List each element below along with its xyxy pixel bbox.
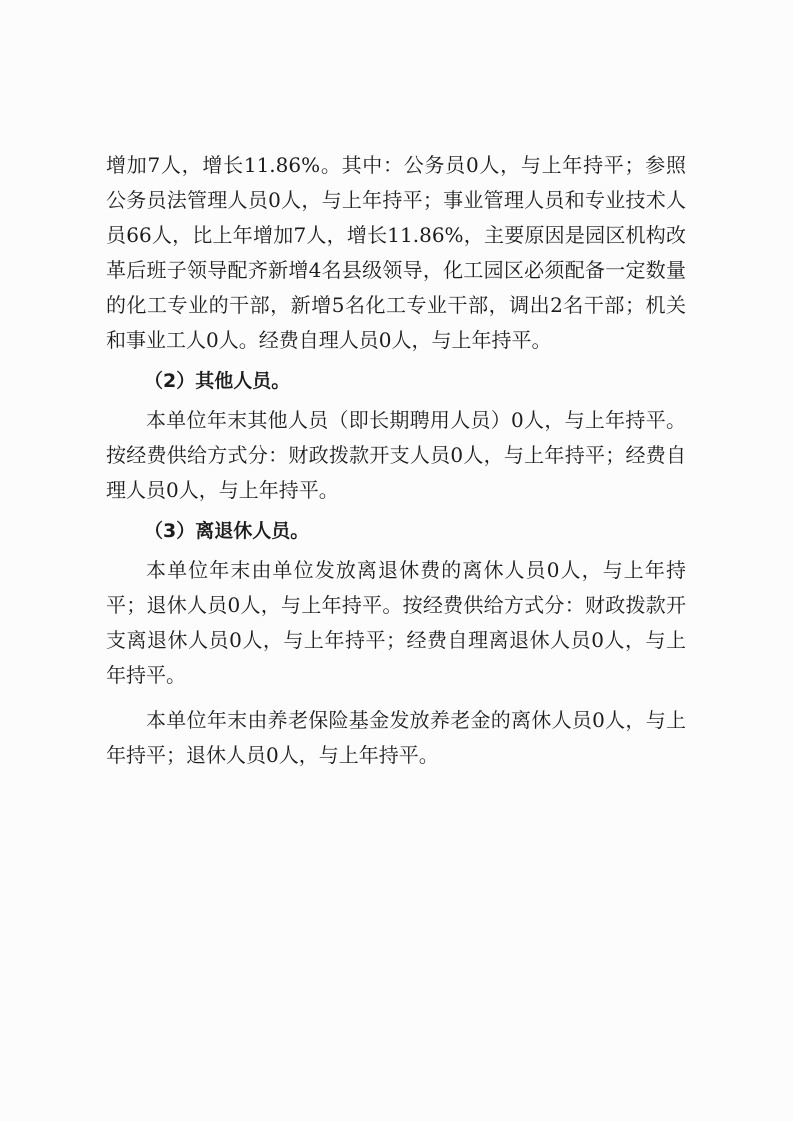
paragraph-other-staff: 本单位年末其他人员（即长期聘用人员）0人，与上年持平。按经费供给方式分：财政拨款开支人员0人，与上年持平；经费自理人员0人，与上年持平。 <box>106 408 686 502</box>
document-body <box>106 148 686 773</box>
paragraph-retired-1: 本单位年末由单位发放离退休费的离休人员0人，与上年持平；退休人员0人，与上年持平。按经费供给方式分：财政拨款开支离退休人员0人，与上年持平；经费自理离退休人员0人，与上年持平。 <box>106 558 686 687</box>
paragraph-retired-2: 本单位年末由养老保险基金发放养老金的离休人员0人，与上年持平；退休人员0人，与上年持平。 <box>106 708 686 767</box>
paragraph-staff-continued: 增加7人，增长11.86%。其中：公务员0人，与上年持平；参照公务员法管理人员0人，与上年持平；事业管理人员和专业技术人员66人，比上年增加7人，增长11.86%，主要原因是园区机构改革后班子领导配齐新增4名县级领导，化工园区必须配备一定数量的化工专业的干部，新增5名化工专业干部，调出2名干部；机关和事业工人0人。经费自理人员0人，与上年持平。 <box>106 153 686 352</box>
heading-other-staff: （2）其他人员。 <box>144 370 291 392</box>
heading-retired: （3）离退休人员。 <box>144 520 310 542</box>
